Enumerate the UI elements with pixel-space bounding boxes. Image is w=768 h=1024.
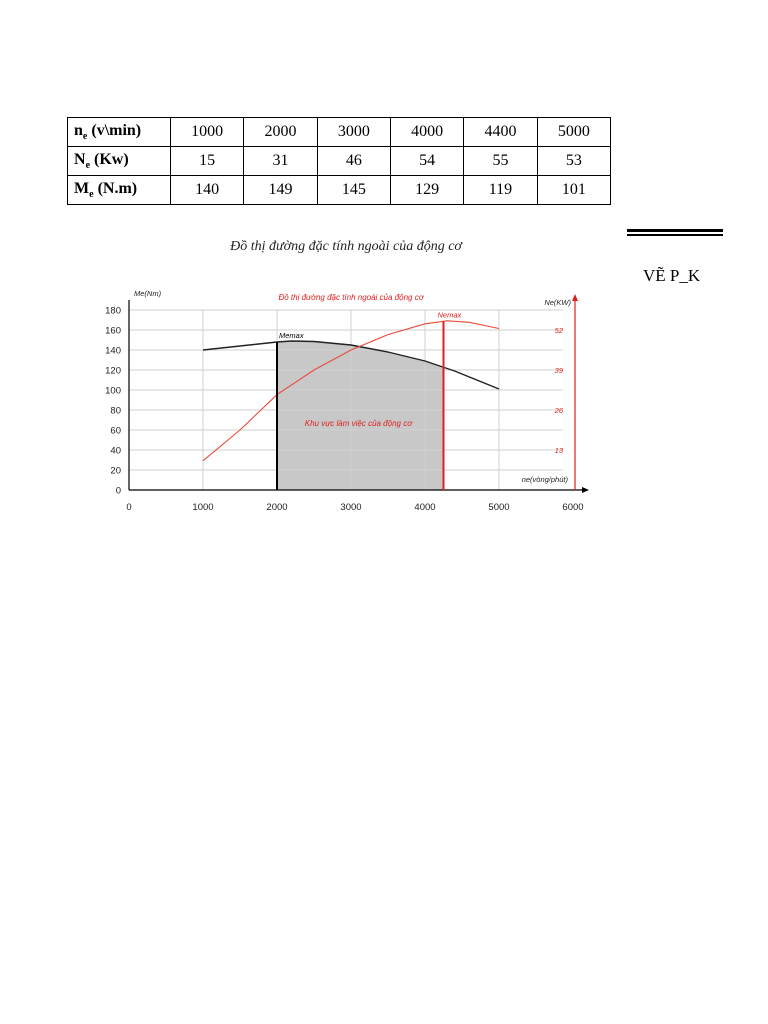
- row-header: [68, 147, 171, 176]
- engine-characteristic-chart: [90, 280, 600, 520]
- x-tick-label: 6000: [562, 502, 584, 513]
- row-header-subscript: e: [89, 189, 94, 201]
- y2-tick-label: 26: [554, 406, 563, 415]
- row-header-subscript: e: [82, 131, 88, 143]
- y2-tick-label: 39: [554, 366, 563, 375]
- y-tick-label: 40: [110, 445, 121, 457]
- row-header-symbol: N: [74, 150, 86, 168]
- table-cell: 15: [171, 147, 244, 176]
- x-tick-label: 3000: [340, 502, 362, 513]
- table-cell: 101: [537, 176, 610, 205]
- table-cell: 149: [244, 176, 317, 205]
- x-axis-arrow: [582, 487, 589, 493]
- y-tick-label: 180: [105, 305, 121, 317]
- table-cell: 140: [171, 176, 244, 205]
- marker-label-memax: Memax: [279, 331, 304, 340]
- double-rule-top: [627, 229, 723, 232]
- table-cell: 53: [537, 147, 610, 176]
- chart-title: Đồ thị đường đặc tính ngoài của động cơ: [278, 293, 424, 302]
- double-rule-bottom: [627, 234, 723, 236]
- row-header-subscript: e: [85, 160, 91, 172]
- working-region-shading: [277, 341, 444, 490]
- table-cell: 119: [464, 176, 537, 205]
- x-axis-label: ne(vòng/phút): [521, 475, 568, 484]
- x-tick-label: 1000: [192, 502, 214, 513]
- y-axis-right-arrow: [572, 294, 578, 301]
- table-row: [68, 147, 611, 176]
- row-header-symbol: n: [74, 121, 83, 139]
- table-cell: 3000: [317, 118, 390, 147]
- y2-axis-label: Ne(KW): [544, 298, 571, 307]
- chart-heading: Đồ thị đường đặc tính ngoài của động cơ: [230, 239, 462, 254]
- side-note: VẼ P_K: [643, 266, 701, 285]
- table-cell: 31: [244, 147, 317, 176]
- y2-tick-label: 52: [554, 326, 563, 335]
- row-header-symbol: M: [74, 179, 90, 197]
- row-header: [68, 176, 171, 205]
- row-header-unit: (N.m): [93, 179, 138, 197]
- y-tick-label: 0: [115, 485, 121, 497]
- table-cell: 129: [390, 176, 463, 205]
- table-row: [68, 176, 611, 205]
- y-tick-label: 120: [105, 365, 121, 377]
- row-header-unit: (Kw): [90, 150, 129, 168]
- table-cell: 54: [390, 147, 463, 176]
- table-cell: 55: [464, 147, 537, 176]
- table-row: [68, 118, 611, 147]
- y-tick-label: 20: [110, 465, 121, 477]
- table-cell: 4400: [464, 118, 537, 147]
- table-cell: 1000: [171, 118, 244, 147]
- y-tick-label: 80: [110, 405, 121, 417]
- y-tick-label: 140: [105, 345, 121, 357]
- working-region-annotation: Khu vực làm việc của động cơ: [304, 419, 413, 428]
- table-cell: 2000: [244, 118, 317, 147]
- row-header: [68, 118, 171, 147]
- marker-label-nemax: Nemax: [437, 310, 462, 320]
- table-cell: 5000: [537, 118, 610, 147]
- x-tick-label: 5000: [488, 502, 510, 513]
- x-tick-label: 2000: [266, 502, 288, 513]
- y2-tick-label: 13: [554, 446, 563, 455]
- y-tick-label: 100: [105, 385, 121, 397]
- y-tick-label: 160: [105, 325, 121, 337]
- y-tick-label: 60: [110, 425, 121, 437]
- y-axis-label: Me(Nm): [134, 289, 162, 298]
- x-tick-label: 4000: [414, 502, 436, 513]
- table-cell: 46: [317, 147, 390, 176]
- table-cell: 145: [317, 176, 390, 205]
- engine-spec-table: [67, 117, 611, 205]
- x-tick-label: 0: [126, 502, 132, 513]
- table-cell: 4000: [390, 118, 463, 147]
- row-header-unit: (v\min): [87, 121, 142, 139]
